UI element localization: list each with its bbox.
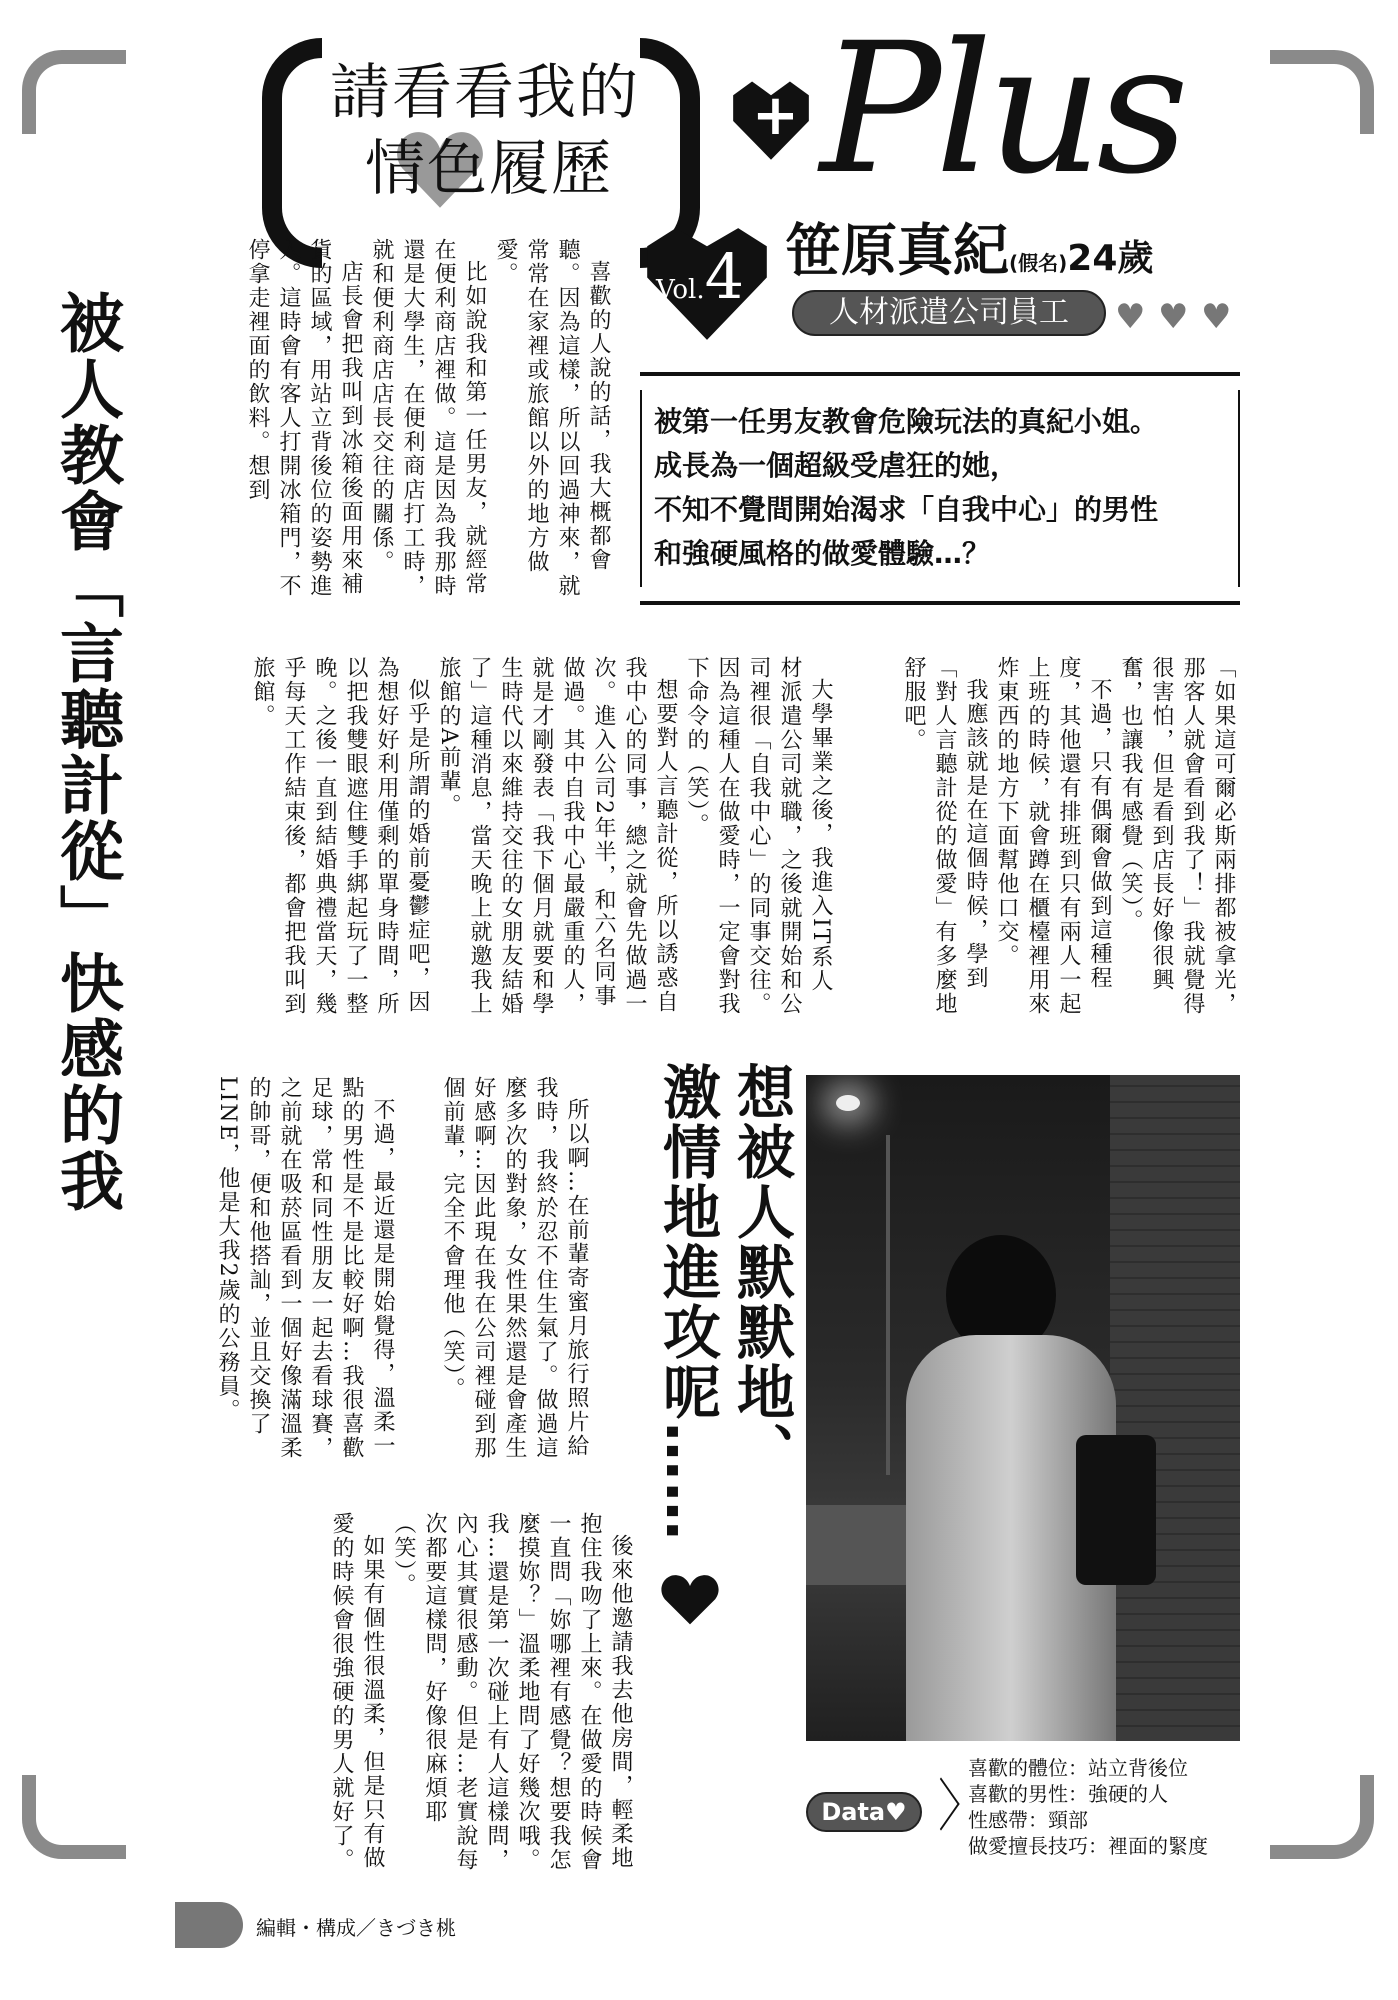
title-line-1: 請看看我的 [330, 58, 640, 128]
credit: 編輯・構成／きづき桃 [256, 1916, 456, 1940]
paragraph: 不過，最近還是開始覺得，溫柔一點的男性是不是比較好啊…我很喜歡足球，常和同性朋友一起去看球賽，之前就在吸菸區看到一個好像滿溫柔的帥哥，便和他搭訕，並且交換了LINE，他是大我2歲的公務員。 [215, 1076, 395, 1460]
paragraph: 店長會把我叫到冰箱後面用來補貨的區域，用站立背後位的姿勢進入。這時會有客人打開冰箱門，不停拿走裡面的飲料。想到 [245, 238, 363, 598]
summary-line: 成長為一個超級受虐狂的她， [654, 449, 1019, 482]
data-badge [806, 1792, 922, 1832]
article-block-a [178, 238, 614, 598]
heart-icon: ♥ [1158, 297, 1189, 337]
article-block-e [178, 1076, 398, 1460]
profile-name-line [785, 220, 1153, 297]
heart-icon: ♥ [1201, 297, 1232, 337]
paragraph: 想要對人言聽計從，所以誘惑自我中心的同事，總之就會先做過一次。進入公司2年半，和六名同事做過。其中自我中心最嚴重的人，就是才剛發表「我下個月就要和學生時代以來維持交往的女朋友結婚了」這種消息，當天晚上就邀我上旅館的A前輩。 [436, 656, 678, 1016]
paragraph: 我應該就是在這個時候，學到「對人言聽計從的做愛」有多麼地舒服吧。 [901, 656, 988, 1016]
paragraph: 似乎是所謂的婚前憂鬱症吧，因為想好好利用僅剩的單身時間，所以把我雙眼遮住雙手綁起玩了一整晚。之後一直到結婚典禮當天，幾乎每天工作結束後，都會把我叫到旅館。 [250, 656, 430, 1016]
article-block-d [410, 1076, 592, 1460]
data-chevron-icon [922, 1777, 959, 1830]
corner-bracket-top-left [22, 50, 126, 134]
paragraph: 比如說我和第一任男友，就經常在便利商店裡做。這是因為我那時還是大學生，在便利商店打工時，就和便利商店店長交往的關係。 [369, 238, 487, 598]
building-wall [1110, 1075, 1240, 1741]
profile-name: 笹原真紀 [785, 219, 1009, 284]
photo-headline-line-2: 激情地進攻呢…… [653, 1062, 721, 1542]
summary-line: 不知不覺間開始渴求「自我中心」的男性 [654, 493, 1159, 526]
photo-headline-line-1: 想被人默默地、 [727, 1062, 795, 1482]
plus-logo: Plus [820, 5, 1183, 214]
side-headline: 被人教會「言聽計從」快感的我 [49, 290, 123, 1214]
paragraph: 如果有個性很溫柔，但是只有做愛的時候會很強硬的男人就好了。 [329, 1512, 385, 1872]
street-lamp [836, 1095, 860, 1111]
vol-text: Vol. [656, 275, 705, 305]
article-block-f [280, 1512, 636, 1872]
title-left-bracket [262, 38, 322, 268]
profile-age: 24歲 [1067, 238, 1154, 279]
data-item: 性感帶：頸部 [968, 1808, 1088, 1832]
data-heart-icon: ♥ [885, 1798, 907, 1826]
corner-bracket-bottom-right [1270, 1775, 1374, 1859]
heart-icon: ♥ [1115, 297, 1146, 337]
paragraph: 不過，只有偶爾會做到這種程度，其他還有排班到只有兩人一起上班的時候，就會蹲在櫃檯裡用來炸東西的地方下面幫他口交。 [994, 656, 1112, 1016]
paragraph: 喜歡的人說的話，我大概都會聽。因為這樣，所以回過神來，就常常在家裡或旅館以外的地方做愛。 [493, 238, 611, 598]
corner-bracket-bottom-left [22, 1775, 126, 1859]
headline-heart-icon [660, 1570, 720, 1626]
data-label: Data [821, 1798, 886, 1826]
data-item: 喜歡的男性：強硬的人 [968, 1782, 1168, 1806]
corner-bracket-top-right [1270, 50, 1374, 134]
summary-box [640, 372, 1240, 605]
title-line-2: 情色履歷 [365, 134, 613, 204]
credit-marker [175, 1902, 243, 1948]
vol-number: 4 [704, 240, 745, 313]
paragraph: 後來他邀請我去他房間，輕柔地抱住我吻了上來。在做愛的時候會一直問「妳哪裡有感覺？想要我怎麼摸妳？」溫柔地問了好幾次哦。我…還是第一次碰上有人這樣問，內心其實很感動。但是…老實說每次都要這樣問，好像很麻煩耶（笑）。 [391, 1512, 633, 1872]
article-block-c [178, 656, 836, 1016]
photo-night-street [806, 1075, 1240, 1741]
vol-label [656, 240, 744, 313]
person-bag [1076, 1435, 1156, 1585]
article-block-b [843, 656, 1239, 1016]
paragraph: 所以啊…在前輩寄蜜月旅行照片給我時，我終於忍不住生氣了。做過這麼多次的對象，女性果然還是會產生好感啊…因此現在我在公司裡碰到那個前輩，完全不會理他（笑）。 [440, 1076, 589, 1460]
data-list [968, 1755, 1208, 1859]
plus-sign: + [752, 83, 799, 148]
photo-headline [650, 1062, 798, 1562]
paragraph: 「如果這可爾必斯兩排都被拿光，那客人就會看到我了！」我就覺得很害怕，但是看到店長好像很興奮，也讓我有感覺（笑）。 [1118, 656, 1236, 1016]
summary-line: 和強硬風格的做愛體驗…？ [654, 537, 991, 570]
lamp-post [886, 1135, 890, 1475]
paragraph: 大學畢業之後，我進入IT系人材派遣公司就職，之後就開始和公司裡很「自我中心」的同事交往。因為這種人在做愛時，一定會對我下命令的（笑）。 [684, 656, 833, 1016]
occupation-badge: 人材派遣公司員工 [792, 290, 1106, 336]
data-item: 喜歡的體位：站立背後位 [968, 1756, 1188, 1780]
alias-note: (假名) [1009, 251, 1068, 275]
summary-line: 被第一任男友教會危險玩法的真紀小姐。 [654, 405, 1159, 438]
data-item: 做愛擅長技巧：裡面的緊度 [968, 1834, 1208, 1858]
